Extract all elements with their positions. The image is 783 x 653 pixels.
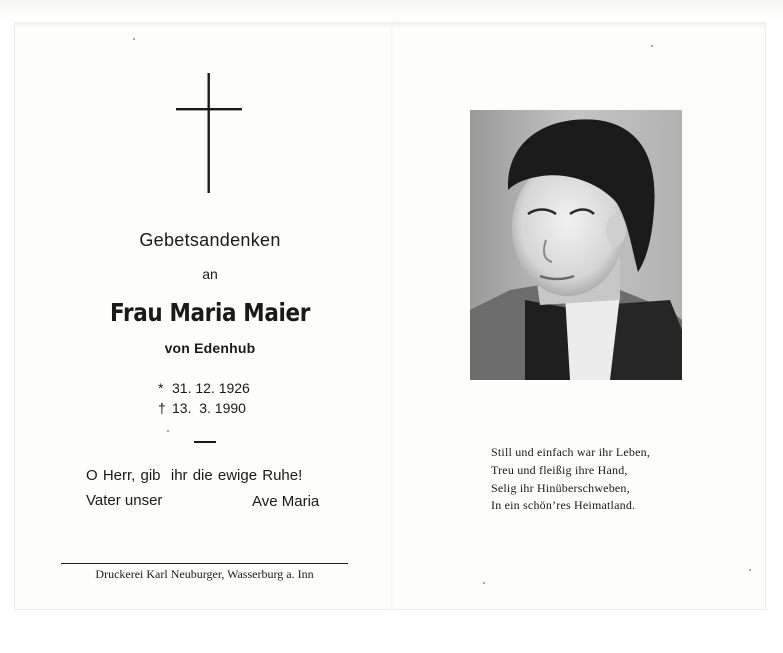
death-date: 13. 3. 1990 [172,400,246,416]
birth-date: 31. 12. 1926 [172,380,250,396]
deceased-name: Frau Maria Maier [109,298,311,327]
prayer-ave-maria: Ave Maria [252,493,320,510]
paper-speck [651,45,653,47]
paper-speck [167,430,169,432]
card-heading: Gebetsandenken [139,230,281,250]
prayer-line: O Herr, gib ihr die ewige Ruhe! [86,467,303,484]
card-preposition: an [202,266,218,282]
life-dates [158,378,250,418]
separator-dash [194,441,216,443]
scan-top-edge [0,0,783,22]
verse-line: In ein schön’res Heimatland. [491,498,636,513]
birth-symbol: * [158,380,164,396]
portrait-image [470,110,682,380]
verse-line: Treu und fleißig ihre Hand, [491,462,628,477]
prayer-vater-unser: Vater unser [86,492,163,509]
verse-line: Selig ihr Hinüberschweben, [491,480,630,495]
birth-date-row [158,378,250,398]
printer-rule [61,563,348,564]
verse-line: Still und einfach war ihr Leben, [491,445,651,459]
verse-poem [491,444,650,515]
card-fold-line [391,22,393,610]
portrait-photo [470,110,682,380]
cross-icon [176,73,242,193]
paper-speck [749,569,751,571]
deceased-origin: von Edenhub [164,340,256,356]
paper-speck [483,582,485,584]
printer-credit: Druckerei Karl Neuburger, Wasserburg a. Inn [95,567,314,581]
paper-speck [133,38,135,40]
death-date-row [158,398,250,418]
death-symbol: † [158,400,166,416]
